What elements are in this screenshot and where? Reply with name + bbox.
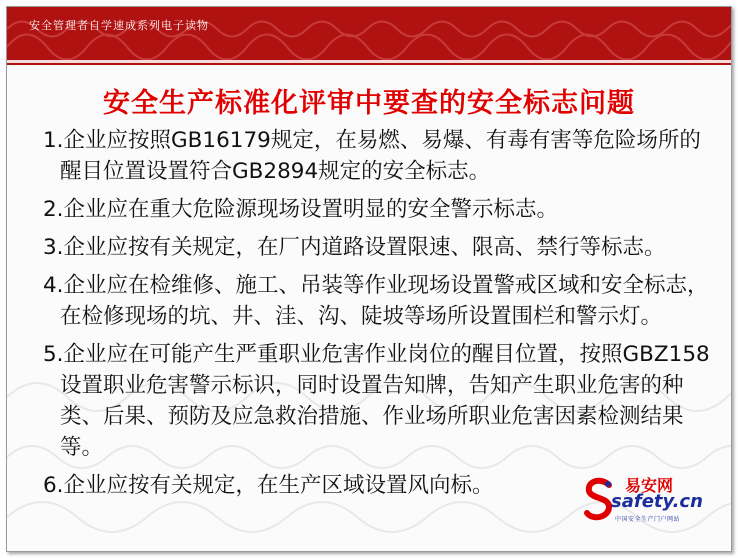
- cloud-pattern-decoration: [7, 7, 731, 65]
- logo-domain: safety.cn: [611, 491, 703, 512]
- header-divider: [7, 60, 731, 63]
- page-title: 安全生产标准化评审中要查的安全标志问题: [103, 88, 635, 119]
- list-item: 4.企业应在检维修、施工、吊装等作业现场设置警戒区域和安全标志，在检修现场的坑、井、洼、沟、陡坡等场所设置围栏和警示灯。: [43, 273, 709, 329]
- list-item: 3.企业应按有关规定，在厂内道路设置限速、限高、禁行等标志。: [43, 235, 666, 260]
- yianwang-logo: [581, 471, 707, 529]
- requirements-list: [43, 125, 715, 508]
- list-item: 1.企业应按照GB16179规定，在易燃、易爆、有毒有害等危险场所的醒目位置设置符合GB2894规定的安全标志。: [43, 128, 701, 184]
- list-item: 5.企业应在可能产生严重职业危害作业岗位的醒目位置，按照GBZ158设置职业危害警示标识，同时设置告知牌，告知产生职业危害的种类、后果、预防及应急救治措施、作业场所职业危害因素检测结果等。: [43, 342, 710, 460]
- logo-slogan: 中国安全生产门户网站: [615, 516, 681, 523]
- header-band: [7, 7, 731, 65]
- series-caption: 安全管理者自学速成系列电子读物: [29, 19, 209, 32]
- logo-name: 易安网: [625, 476, 674, 495]
- list-item: 2.企业应在重大危险源现场设置明显的安全警示标志。: [43, 197, 559, 222]
- list-item: 6.企业应按有关规定，在生产区域设置风向标。: [43, 473, 494, 498]
- slide: [6, 6, 732, 552]
